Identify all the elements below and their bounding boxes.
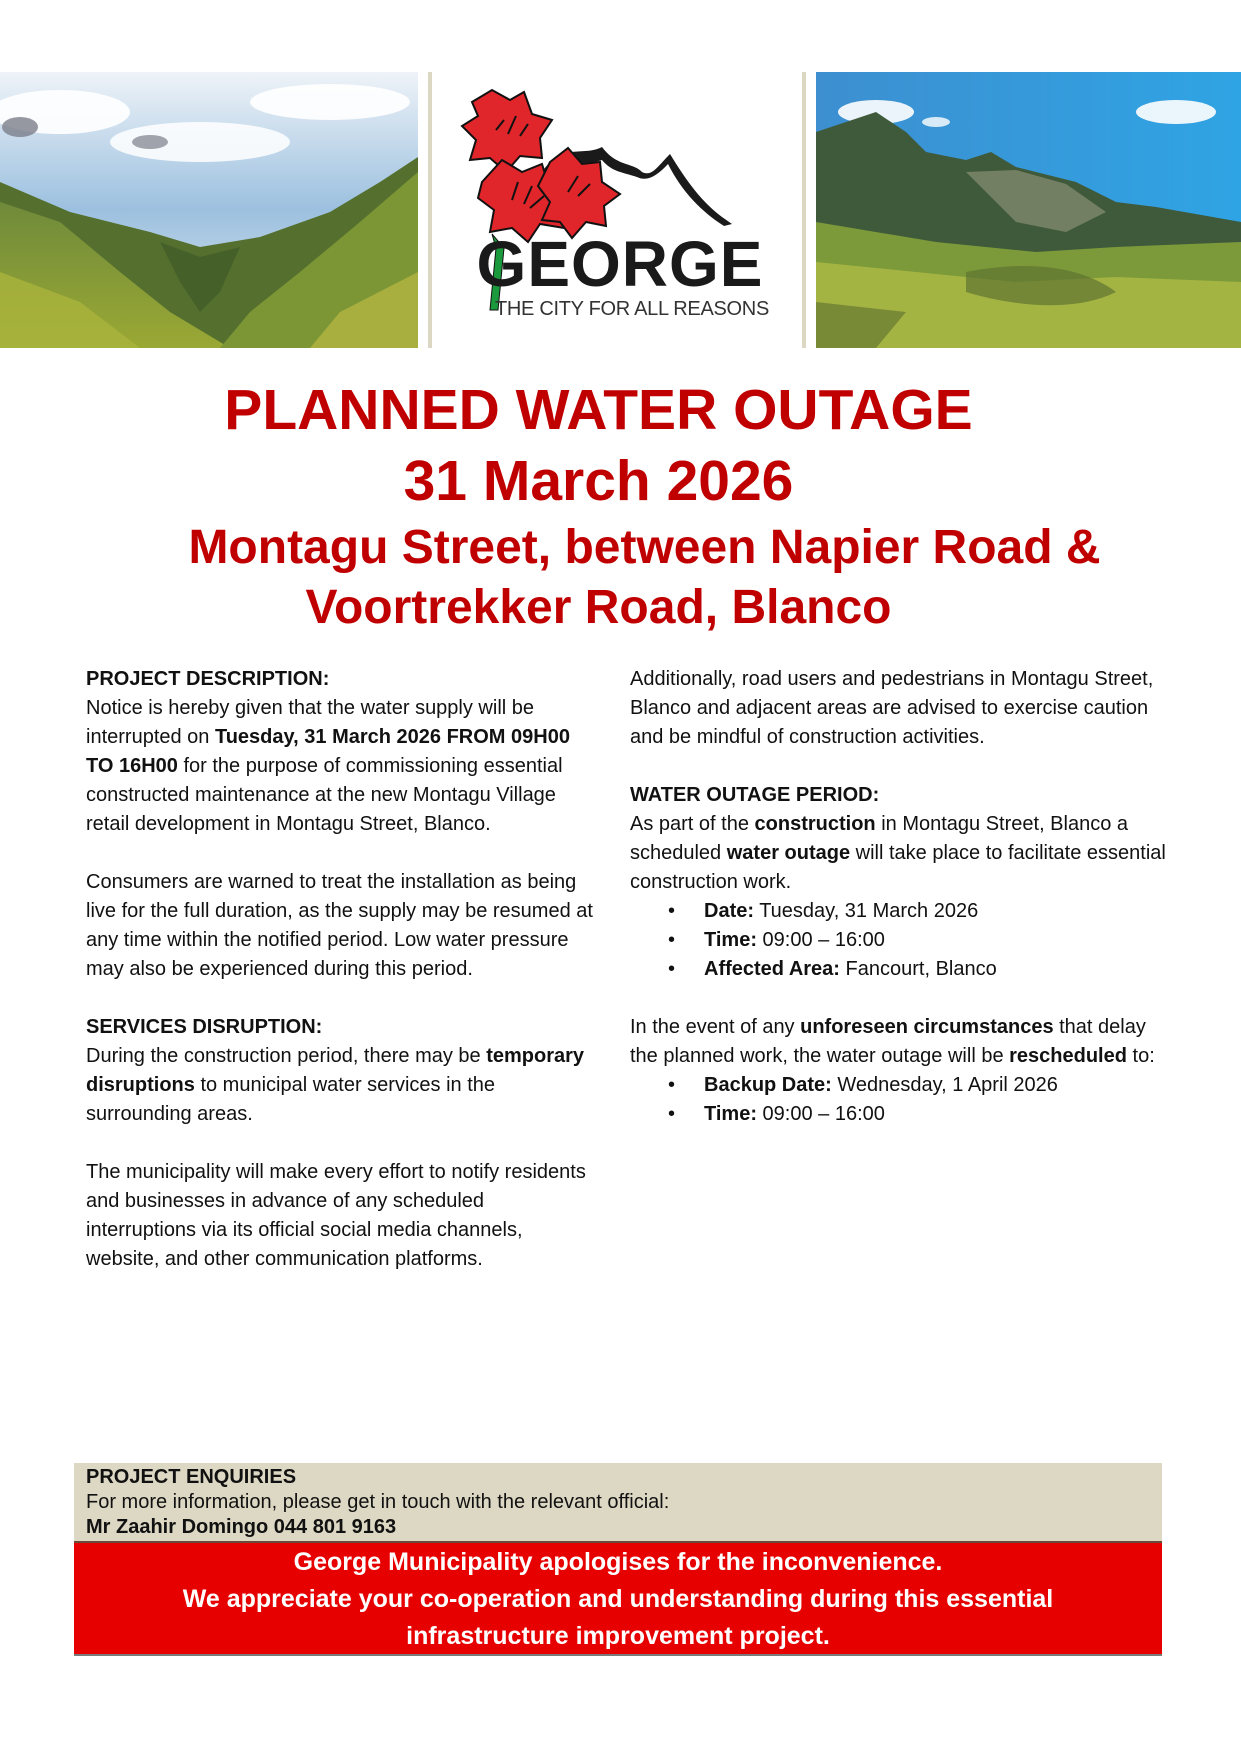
text-span: Notice is hereby given that the water supply will be interrupted on — [86, 697, 535, 748]
apology-line-3: infrastructure improvement project. — [406, 1622, 830, 1650]
bullet-icon: • — [668, 1103, 676, 1125]
list-item-affected-area — [630, 955, 1170, 984]
right-column — [630, 665, 1170, 1129]
project-enquiries-heading: PROJECT ENQUIRIES — [86, 1466, 297, 1488]
water-outage-paragraph — [630, 810, 1170, 897]
mountain-peak-photo — [816, 72, 1241, 348]
services-disruption-paragraph — [86, 1042, 598, 1129]
bullet-icon: • — [668, 1074, 676, 1096]
apology-line-2: We appreciate your co-operation and understanding during this essential — [182, 1585, 1054, 1613]
logo-tagline: THE CITY FOR ALL REASONS — [495, 298, 769, 320]
left-column — [86, 665, 598, 1274]
logo-wordmark: GEORGE — [476, 228, 764, 300]
text-span: As part of the — [630, 813, 755, 835]
temporary-disruptions-bold: temporary disruptions — [86, 1045, 585, 1096]
title-location-line-2: Voortrekker Road, Blanco — [305, 581, 892, 634]
text-span: In the event of any — [630, 1016, 801, 1038]
bullet-icon: • — [668, 929, 676, 951]
mountain-valley-photo — [0, 72, 418, 348]
list-item-label: Time: — [704, 929, 757, 951]
project-description-heading: PROJECT DESCRIPTION: — [86, 668, 330, 690]
list-item-date — [630, 897, 1170, 926]
title-line-1: PLANNED WATER OUTAGE — [224, 378, 973, 442]
apology-banner — [74, 1541, 1162, 1656]
notification-paragraph: The municipality will make every effort to notify residents and businesses in advance of any scheduled interruptions via its official social media channels, website, and other communication platforms. — [86, 1161, 586, 1270]
unforeseen-circumstances-bold: unforeseen circumstances — [800, 1016, 1054, 1038]
project-enquiries-text: For more information, please get in touch with the relevant official: — [86, 1491, 670, 1513]
contingency-paragraph — [630, 1013, 1170, 1071]
title-location-line-1: Montagu Street, between Napier Road & — [188, 521, 1101, 574]
road-users-paragraph: Additionally, road users and pedestrians in Montagu Street, Blanco and adjacent areas are advised to exercise caution and be mindful of construction activities. — [630, 668, 1154, 748]
water-outage-period-heading: WATER OUTAGE PERIOD: — [630, 784, 880, 806]
list-item-value: 09:00 – 16:00 — [756, 929, 885, 951]
bullet-icon: • — [668, 958, 676, 980]
text-span: During the construction period, there may be — [86, 1045, 487, 1067]
backup-details-list — [630, 1071, 1170, 1129]
construction-bold: construction — [754, 813, 876, 835]
list-item-value: 09:00 – 16:00 — [756, 1103, 885, 1125]
list-item-time — [630, 926, 1170, 955]
rescheduled-bold: rescheduled — [1009, 1045, 1127, 1067]
list-item-backup-date — [630, 1071, 1170, 1100]
list-item-label: Time: — [704, 1103, 757, 1125]
project-description-paragraph — [86, 694, 598, 839]
list-item-label: Affected Area: — [704, 958, 840, 980]
consumer-warning-paragraph: Consumers are warned to treat the installation as being live for the full duration, as the supply may be resumed at any time within the notified period. Low water pressure may also be experienced during this period. — [86, 871, 593, 980]
list-item-label: Backup Date: — [704, 1074, 832, 1096]
header-banner — [0, 72, 1241, 348]
list-item-value: Fancourt, Blanco — [839, 958, 997, 980]
george-logo-panel — [428, 72, 806, 348]
text-span: to municipal water services in the surrounding areas. — [86, 1074, 496, 1125]
apology-line-1: George Municipality apologises for the inconvenience. — [293, 1548, 943, 1576]
contact-person: Mr Zaahir Domingo 044 801 9163 — [86, 1516, 397, 1538]
text-span: for the purpose of commissioning essential constructed maintenance at the new Montagu Village retail development in Montagu Street, Blanco. — [86, 755, 563, 835]
list-item-label: Date: — [704, 900, 755, 922]
text-span: will take place to facilitate essential construction work. — [630, 842, 1166, 893]
list-item-value: Wednesday, 1 April 2026 — [831, 1074, 1058, 1096]
outage-details-list — [630, 897, 1170, 984]
list-item-backup-time — [630, 1100, 1170, 1129]
project-enquiries-box — [74, 1463, 1162, 1541]
bullet-icon: • — [668, 900, 676, 922]
text-span: that delay the planned work, the water outage will be — [630, 1016, 1146, 1067]
outage-date-time-bold: Tuesday, 31 March 2026 FROM 09H00 TO 16H00 — [86, 726, 570, 777]
list-item-value: Tuesday, 31 March 2026 — [754, 900, 979, 922]
water-outage-bold: water outage — [726, 842, 851, 864]
text-span: in Montagu Street, Blanco a scheduled — [630, 813, 1129, 864]
text-span: to: — [1126, 1045, 1155, 1067]
title-date: 31 March 2026 — [403, 449, 794, 513]
services-disruption-heading: SERVICES DISRUPTION: — [86, 1016, 323, 1038]
